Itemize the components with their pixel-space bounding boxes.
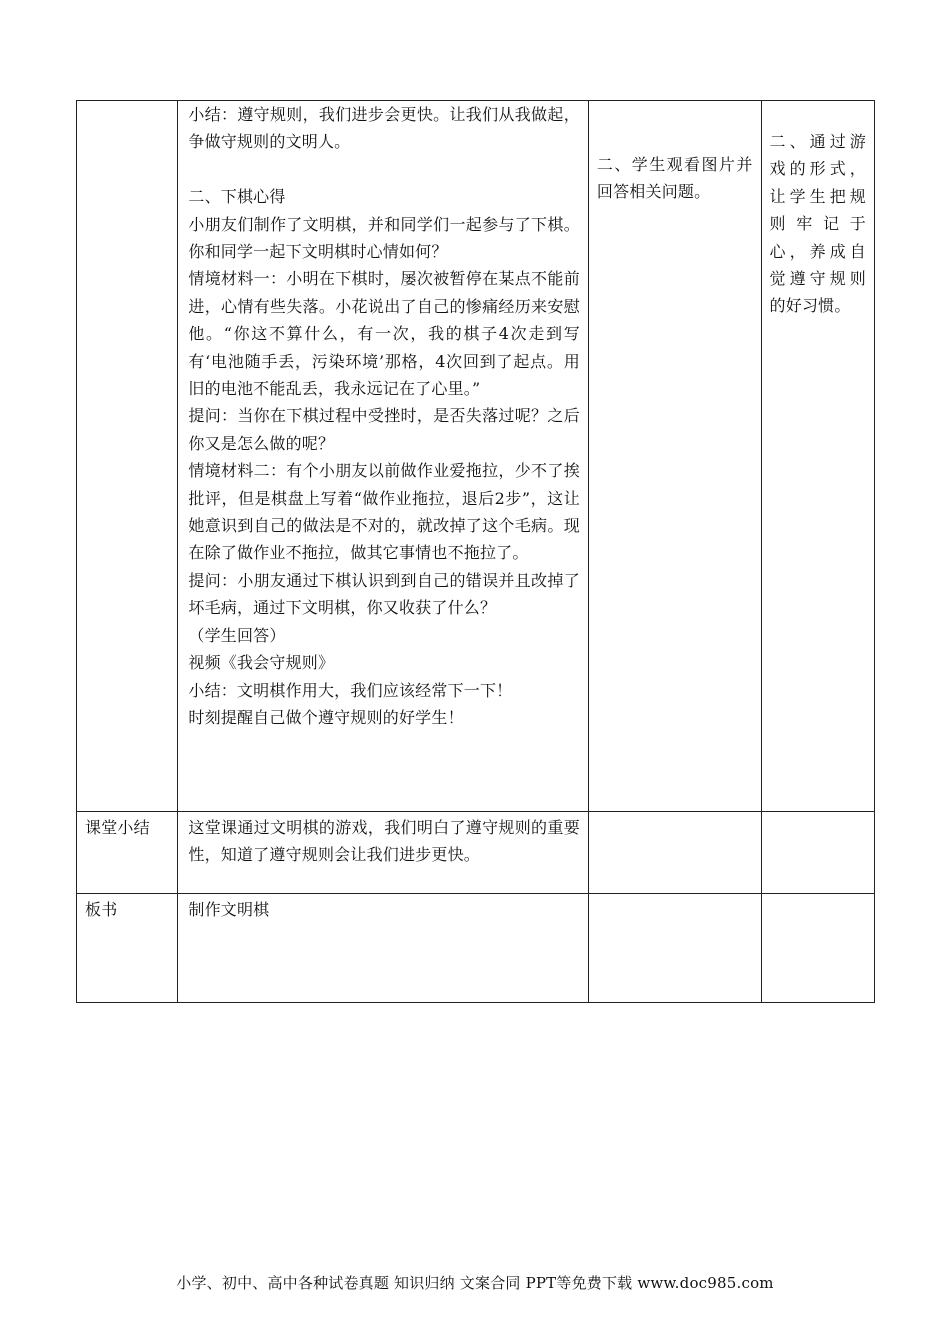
class-summary-label: 课堂小结: [77, 812, 178, 894]
teaching-process-label: [77, 101, 178, 812]
footer-text: 小学、初中、高中各种试卷真题 知识归纳 文案合同 PPT等免费下载 www.doc985.com: [176, 1274, 774, 1292]
design-intent-text: 二、通过游戏的形式，让学生把规则牢记于心，养成自觉遵守规则的好习惯。: [769, 132, 866, 316]
intro-paragraph: 小朋友们制作了文明棋，并和同学们一起参与了下棋。你和同学一起下文明棋时心情如何？: [188, 214, 580, 262]
blackboard-label: 板书: [77, 894, 178, 1003]
student-answer-note: （学生回答）: [188, 625, 286, 645]
blank-line: [188, 156, 580, 183]
lesson-plan-table: [76, 100, 875, 1003]
blackboard-text: 制作文明棋: [188, 900, 270, 919]
class-summary-text: 这堂课通过文明棋的游戏，我们明白了遵守规则的重要性，知道了遵守规则会让我们进步更快。: [188, 818, 580, 865]
scenario-1-paragraph: 情境材料一：小明在下棋时，屡次被暂停在某点不能前进，心情有些失落。小花说出了自己的惨痛经历来安慰他。“你这不算什么，有一次，我的棋子4次走到写有‘电池随手丢，污染环境’那格，4次回到了起点。用旧的电池不能乱丢，我永远记在了心里。”: [188, 269, 580, 399]
teaching-process-content: [178, 101, 589, 812]
blackboard-intent-cell: [761, 894, 874, 1003]
class-summary-student-cell: [588, 812, 761, 894]
question-2-paragraph: 提问：小朋友通过下棋认识到到自己的错误并且改掉了坏毛病，通过下文明棋，你又收获了什么？: [188, 570, 580, 618]
blackboard-row: [77, 894, 875, 1003]
blackboard-content: [178, 894, 589, 1003]
class-summary-row: [77, 812, 875, 894]
student-activity-cell: [588, 101, 761, 812]
closing-line: 时刻提醒自己做个遵守规则的好学生！: [188, 707, 464, 727]
section-heading: 二、下棋心得: [188, 187, 286, 207]
scenario-2-paragraph: 情境材料二：有个小朋友以前做作业爱拖拉，少不了挨批评，但是棋盘上写着“做作业拖拉，退后2步”，这让她意识到自己的做法是不对的，就改掉了这个毛病。现在除了做作业不拖拉，做其它事情也不拖拉了。: [188, 461, 580, 563]
student-activity-text: 二、学生观看图片并回答相关问题。: [596, 155, 753, 202]
blackboard-student-cell: [588, 894, 761, 1003]
design-intent-cell: [761, 101, 874, 812]
summary-paragraph-2: 小结：文明棋作用大，我们应该经常下一下！: [188, 680, 513, 700]
question-1-paragraph: 提问：当你在下棋过程中受挫时，是否失落过呢？之后你又是怎么做的呢？: [188, 406, 580, 453]
teaching-process-row: [77, 101, 875, 812]
video-title: 视频《我会守规则》: [188, 653, 335, 673]
summary-paragraph-1: 小结：遵守规则，我们进步会更快。让我们从我做起，争做守规则的文明人。: [188, 105, 580, 152]
class-summary-intent-cell: [761, 812, 874, 894]
class-summary-content: [178, 812, 589, 894]
